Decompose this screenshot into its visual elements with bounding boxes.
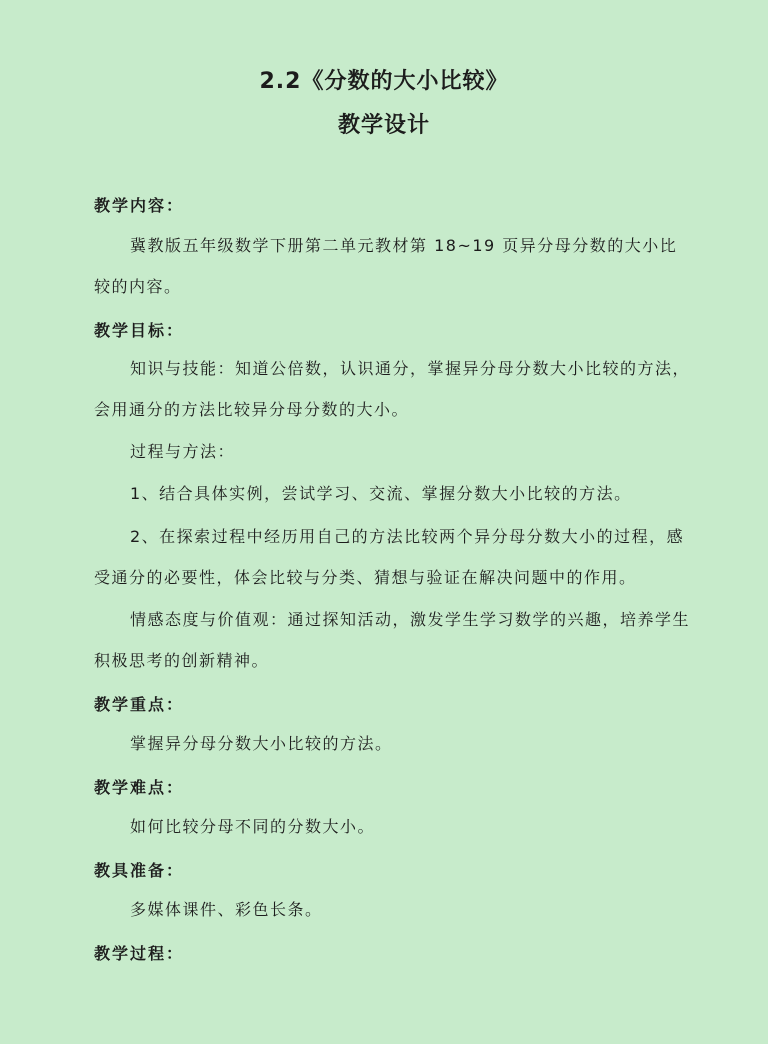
paragraph-key-point	[94, 723, 690, 764]
paragraph-goal-process-label	[94, 431, 690, 472]
key-point-text: 掌握异分母分数大小比较的方法。	[130, 734, 393, 753]
heading-teaching-content: 教学内容：	[94, 196, 185, 215]
paragraph-goal-process-2	[94, 516, 690, 598]
tools-text: 多媒体课件、彩色长条。	[130, 900, 323, 919]
difficulty-text: 如何比较分母不同的分数大小。	[130, 817, 376, 836]
heading-difficulty: 教学难点：	[94, 778, 185, 797]
document-subtitle: 教学设计	[337, 113, 430, 138]
document-title: 2.2《分数的大小比较》	[259, 69, 509, 94]
paragraph-difficulty	[94, 806, 690, 847]
heading-teaching-goals: 教学目标：	[94, 321, 185, 340]
goal-process-label-text: 过程与方法：	[130, 442, 236, 461]
teaching-content-text: 冀教版五年级数学下册第二单元教材第 18~19 页异分母分数的大小比较的内容。	[94, 236, 678, 296]
goal-emotion-text: 情感态度与价值观：通过探知活动，激发学生学习数学的兴趣，培养学生积极思考的创新精神。	[94, 610, 691, 670]
paragraph-teaching-content	[94, 225, 690, 307]
goal-process-1-text: 1、结合具体实例，尝试学习、交流、掌握分数大小比较的方法。	[130, 484, 632, 503]
paragraph-tools	[94, 889, 690, 930]
goal-knowledge-text: 知识与技能：知道公倍数，认识通分，掌握异分母分数大小比较的方法，会用通分的方法比较异分母分数的大小。	[94, 359, 691, 419]
heading-key-point: 教学重点：	[94, 695, 185, 714]
heading-tools: 教具准备：	[94, 861, 185, 880]
paragraph-goal-emotion	[94, 599, 690, 681]
paragraph-goal-process-1	[94, 473, 690, 514]
paragraph-goal-knowledge	[94, 348, 690, 430]
goal-process-2-text: 2、在探索过程中经历用自己的方法比较两个异分母分数大小的过程，感受通分的必要性，体会比较与分类、猜想与验证在解决问题中的作用。	[94, 527, 685, 587]
heading-teaching-process: 教学过程：	[94, 944, 185, 963]
